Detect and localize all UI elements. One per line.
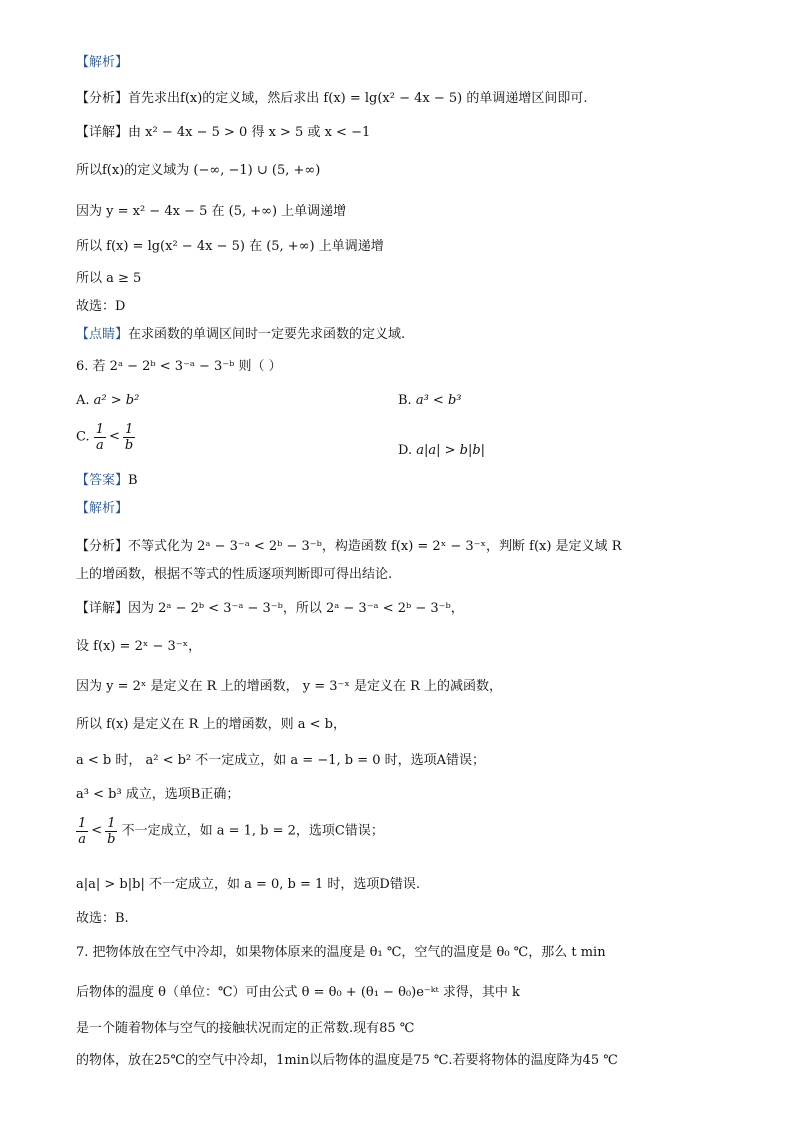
- option-b[interactable]: B. a³ < b³: [398, 393, 462, 408]
- option-d[interactable]: D. a|a| > b|b|: [398, 443, 486, 458]
- question-7-stem-3: 是一个随着物体与空气的接触状况而定的正常数.现有85 ℃: [76, 1021, 415, 1036]
- section-tag: 【点睛】: [76, 327, 129, 342]
- section-tag: 【分析】: [76, 539, 129, 554]
- line-option-d-check: a|a| > b|b| 不一定成立，如 a = 0, b = 1 时，选项D错误.: [76, 877, 420, 892]
- question-6-stem: 6. 若 2ᵃ − 2ᵇ < 3⁻ᵃ − 3⁻ᵇ 则（ ）: [76, 359, 282, 374]
- section-tag: 【答案】: [76, 473, 129, 488]
- fraction-1-over-a: $\frac{1}{a}$: [95, 421, 105, 453]
- section-tag: 【解析】: [76, 501, 129, 516]
- line-xiangjie-2: 【详解】因为 2ᵃ − 2ᵇ < 3⁻ᵃ − 3⁻ᵇ，所以 2ᵃ − 3⁻ᵃ < 2ᵇ − 3⁻ᵇ，: [76, 601, 464, 616]
- fraction-1-over-b: $\frac{1}{b}$: [107, 815, 116, 847]
- section-tag: 【详解】: [76, 125, 129, 140]
- question-7-stem-2: 后物体的温度 θ（单位：℃）可由公式 θ = θ₀ + (θ₁ − θ₀)e⁻ᵏᵗ 求得，其中 k: [76, 985, 520, 1000]
- line-fenxi-2: 【分析】不等式化为 2ᵃ − 3⁻ᵃ < 2ᵇ − 3⁻ᵇ，构造函数 f(x) = 2ˣ − 3⁻ˣ，判断 f(x) 是定义域 R: [76, 539, 622, 554]
- line-fenxi: 【分析】首先求出f(x)的定义域，然后求出 f(x) = lg(x² − 4x − 5) 的单调递增区间即可.: [76, 91, 588, 106]
- line-dianjing: 【点睛】在求函数的单调区间时一定要先求函数的定义域.: [76, 327, 406, 342]
- line-conclusion-a: 所以 a ≥ 5: [76, 271, 142, 286]
- option-c[interactable]: C. $\frac{1}{a}$ < $\frac{1}{b}$: [76, 421, 134, 453]
- line-answer-b-final: 故选：B.: [76, 911, 129, 926]
- line-fenxi-2-cont: 上的增函数，根据不等式的性质逐项判断即可得出结论.: [76, 567, 393, 582]
- line-answer-d: 故选：D: [76, 299, 126, 314]
- section-tag: 【详解】: [76, 601, 129, 616]
- fraction-1-over-a: $\frac{1}{a}$: [78, 815, 87, 847]
- line-analysis-heading: [76, 54, 128, 72]
- fraction-1-over-b: $\frac{1}{b}$: [124, 421, 134, 453]
- line-analysis-heading-2: [76, 500, 128, 518]
- line-define-f: 设 f(x) = 2ˣ − 3⁻ˣ，: [76, 639, 202, 654]
- line-increasing-decreasing: 因为 y = 2ˣ 是定义在 R 上的增函数， y = 3⁻ˣ 是定义在 R 上的减函数，: [76, 679, 503, 694]
- line-domain: 所以f(x)的定义域为 (−∞, −1) ∪ (5, +∞): [76, 163, 321, 178]
- section-tag: 【解析】: [76, 55, 129, 70]
- line-monotone-quadratic: 因为 y = x² − 4x − 5 在 (5, +∞) 上单调递增: [76, 204, 347, 219]
- section-tag: 【分析】: [76, 91, 129, 106]
- question-7-stem-4: 的物体，放在25℃的空气中冷却，1min以后物体的温度是75 ℃.若要将物体的温度降为45 ℃: [76, 1053, 618, 1068]
- line-option-c-check: $\frac{1}{a}$ < $\frac{1}{b}$ 不一定成立，如 a = 1, b = 2，选项C错误；: [78, 815, 384, 847]
- question-7-stem-1: 7. 把物体放在空气中冷却，如果物体原来的温度是 θ₁ ℃，空气的温度是 θ₀ ℃，那么 t min: [76, 945, 606, 960]
- line-f-increasing: 所以 f(x) 是定义在 R 上的增函数，则 a < b，: [76, 717, 346, 732]
- line-xiangjie: 【详解】由 x² − 4x − 5 > 0 得 x > 5 或 x < −1: [76, 125, 371, 140]
- line-option-b-check: a³ < b³ 成立，选项B正确；: [76, 787, 240, 802]
- line-option-a-check: a < b 时， a² < b² 不一定成立，如 a = −1, b = 0 时，选项A错误；: [76, 753, 486, 768]
- line-monotone-log: 所以 f(x) = lg(x² − 4x − 5) 在 (5, +∞) 上单调递增: [76, 239, 384, 254]
- option-a[interactable]: A. a² > b²: [76, 393, 140, 408]
- line-answer-b: 【答案】B: [76, 473, 138, 488]
